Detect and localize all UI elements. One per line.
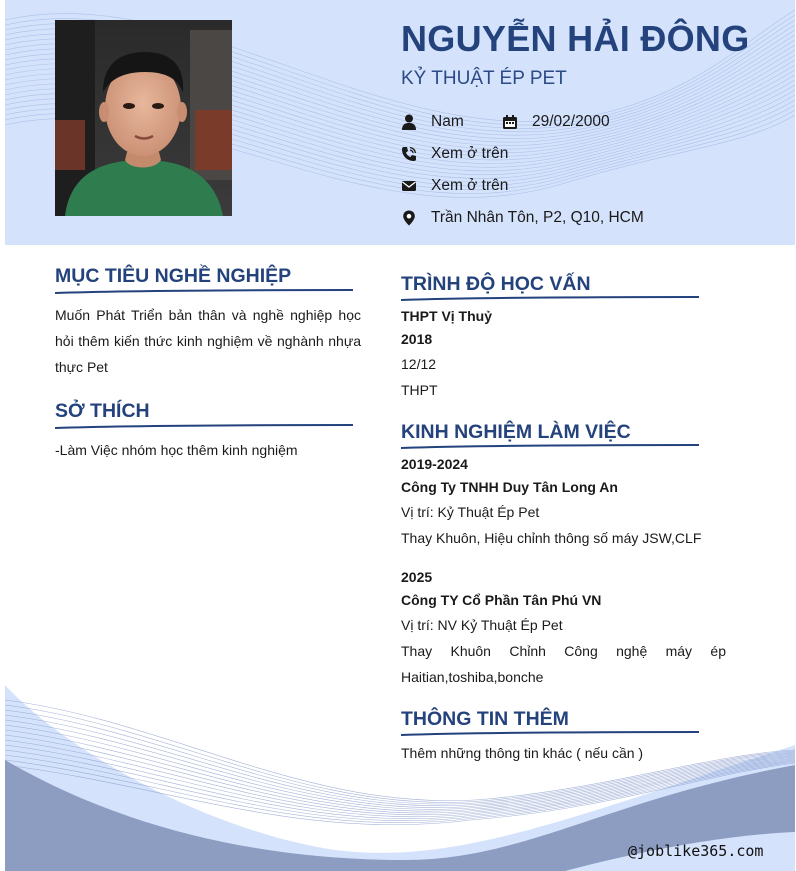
cv-page (5, 0, 795, 871)
job-position: Vị trí: Kỷ Thuật Ép Pet (401, 504, 540, 520)
job-company: Công Ty TNHH Duy Tân Long An (401, 479, 618, 495)
education-school: THPT Vị Thuỷ (401, 308, 492, 324)
calendar-icon (502, 114, 518, 130)
job-period: 2025 (401, 569, 433, 585)
education-year: 2018 (401, 331, 433, 347)
extra-underline (401, 730, 701, 738)
map-pin-icon (401, 210, 417, 226)
address-row (401, 209, 644, 227)
candidate-name: NGUYỄN HẢI ĐÔNG (401, 18, 750, 59)
education-heading: TRÌNH ĐỘ HỌC VẤN (401, 273, 591, 295)
gender-row (401, 113, 464, 131)
job-company: Công TY Cổ Phần Tân Phú VN (401, 592, 602, 608)
gender-value: Nam (431, 113, 464, 130)
experience-underline (401, 443, 701, 451)
job-position: Vị trí: NV Kỷ Thuật Ép Pet (401, 617, 563, 633)
footer-waves (5, 660, 795, 871)
job-period: 2019-2024 (401, 456, 468, 472)
education-grade: 12/12 (401, 356, 437, 372)
phone-icon (401, 146, 417, 162)
phone-value: Xem ở trên (431, 145, 509, 162)
watermark: @joblike365.com (628, 842, 764, 860)
email-value: Xem ở trên (431, 177, 509, 194)
job-description: Thay Khuôn Chỉnh Công nghệ máy ép Haitian,toshiba,bonche (401, 643, 726, 685)
birthday-row (502, 113, 610, 131)
objective-text: Muốn Phát Triển bản thân và nghề nghiệp học hỏi thêm kiến thức kinh nghiệm về nghành nhựa thực Pet (55, 307, 361, 375)
education-underline (401, 295, 701, 303)
extra-heading: THÔNG TIN THÊM (401, 708, 569, 730)
birthday-value: 29/02/2000 (532, 113, 610, 130)
avatar (55, 20, 232, 216)
job-title: KỶ THUẬT ÉP PET (401, 68, 567, 89)
extra-text: Thêm những thông tin khác ( nếu cần ) (401, 745, 644, 761)
job-description: Thay Khuôn, Hiệu chỉnh thông số máy JSW,CLF (401, 530, 702, 546)
objective-underline (55, 288, 355, 296)
user-icon (401, 114, 417, 130)
phone-row (401, 145, 508, 163)
hobbies-underline (55, 423, 355, 431)
hobbies-text: -Làm Việc nhóm học thêm kinh nghiệm (55, 442, 298, 458)
hobbies-heading: SỞ THÍCH (55, 400, 150, 422)
email-row (401, 177, 508, 195)
envelope-icon (401, 178, 417, 194)
objective-heading: MỤC TIÊU NGHỀ NGHIỆP (55, 265, 292, 287)
education-level: THPT (401, 382, 438, 398)
address-value: Trần Nhân Tôn, P2, Q10, HCM (431, 209, 644, 226)
experience-heading: KINH NGHIỆM LÀM VIỆC (401, 421, 631, 443)
